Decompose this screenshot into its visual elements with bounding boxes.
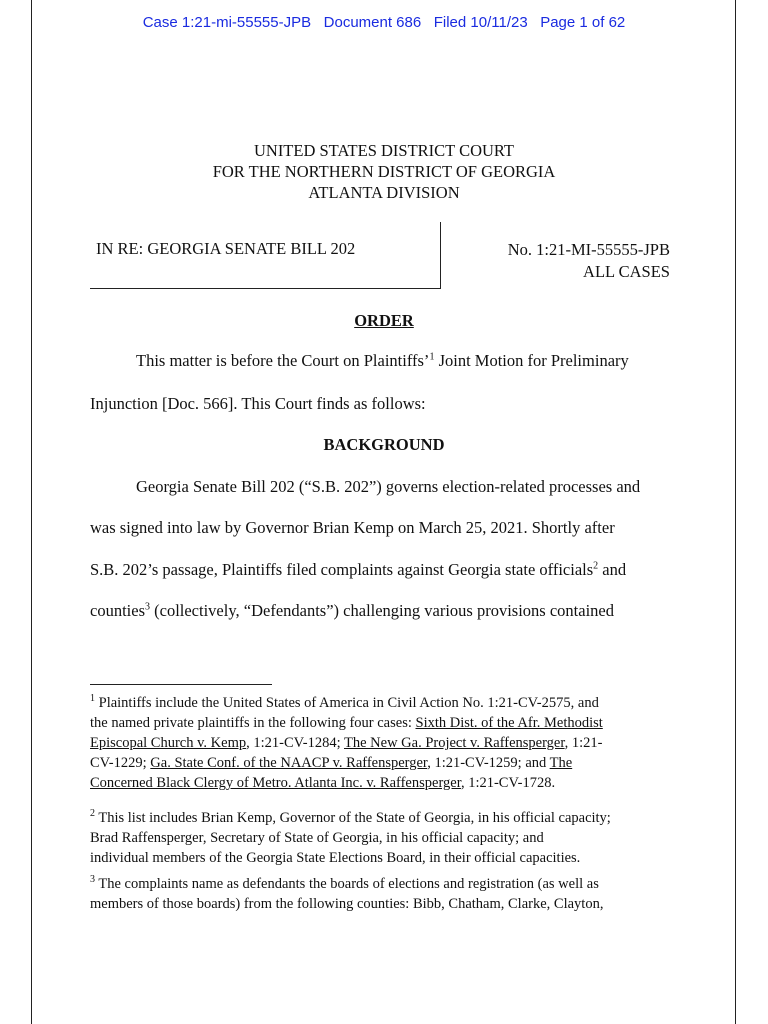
- caption-all-cases: ALL CASES: [583, 262, 670, 281]
- body-line: [90, 560, 626, 580]
- footnote-line: individual members of the Georgia State Elections Board, in their official capacities.: [90, 850, 581, 866]
- footnote-separator: [90, 684, 272, 685]
- caption-case-info: [508, 239, 670, 283]
- body-line: was signed into law by Governor Brian Kemp on March 25, 2021. Shortly after: [90, 518, 615, 537]
- text-span: , 1:21-CV-1284;: [246, 735, 344, 751]
- footnote-1: [90, 693, 680, 793]
- ecf-header: [0, 14, 768, 31]
- text-span: Plaintiffs include the United States of America in Civil Action No. 1:21-CV-2575, and: [95, 695, 599, 711]
- court-line-3: ATLANTA DIVISION: [308, 183, 460, 202]
- court-title: [0, 140, 768, 203]
- footnote-ref-1: 1: [429, 351, 435, 363]
- background-heading: BACKGROUND: [323, 435, 445, 454]
- footnote-line: [90, 874, 680, 894]
- footnote-line: [90, 808, 680, 828]
- footnote-line: [90, 753, 680, 773]
- footnote-line: [90, 773, 680, 793]
- text-span: This matter is before the Court on Plaintiffs’: [136, 351, 430, 370]
- caption-in-re: IN RE: GEORGIA SENATE BILL 202: [96, 239, 356, 258]
- case-citation-link: The: [549, 755, 573, 771]
- court-line-1: UNITED STATES DISTRICT COURT: [253, 141, 514, 160]
- text-span: Joint Motion for Preliminary: [434, 351, 629, 370]
- text-span: The complaints name as defendants the boards of elections and registration (as well as: [95, 876, 599, 892]
- footnote-line: Brad Raffensperger, Secretary of State of Georgia, in his official capacity; and: [90, 830, 544, 846]
- body-line: [90, 601, 614, 621]
- court-line-2: FOR THE NORTHERN DISTRICT OF GEORGIA: [212, 162, 556, 181]
- body-line: Georgia Senate Bill 202 (“S.B. 202”) governs election-related processes and: [136, 477, 641, 496]
- case-number: Case 1:21-mi-55555-JPB: [142, 14, 312, 31]
- filed-date: Filed 10/11/23: [433, 14, 528, 31]
- case-citation-link: Sixth Dist. of the Afr. Methodist: [415, 715, 603, 731]
- text-span: This list includes Brian Kemp, Governor of the State of Georgia, in his official capacity;: [95, 810, 611, 826]
- text-span: S.B. 202’s passage, Plaintiffs filed complaints against Georgia state officials: [90, 560, 594, 579]
- footnote-mark: 2: [90, 808, 95, 820]
- text-span: CV-1229;: [90, 755, 151, 771]
- body-line: [136, 351, 629, 371]
- caption-case-number: No. 1:21-MI-55555-JPB: [507, 240, 670, 259]
- text-span: (collectively, “Defendants”) challenging various provisions contained: [150, 601, 614, 620]
- footnote-mark: 1: [90, 693, 95, 705]
- footnote-2: [90, 808, 680, 868]
- case-citation-link: Concerned Black Clergy of Metro. Atlanta Inc. v. Raffensperger: [90, 775, 461, 791]
- text-span: counties: [90, 601, 145, 620]
- case-citation-link: The New Ga. Project v. Raffensperger: [344, 735, 565, 751]
- caption-horizontal-rule: [90, 288, 441, 289]
- caption-vertical-rule: [440, 222, 441, 289]
- footnote-line: [90, 693, 680, 713]
- text-span: and: [598, 560, 627, 579]
- footnote-mark: 3: [90, 874, 95, 886]
- footnote-line: [90, 733, 680, 753]
- text-span: , 1:21-CV-1728.: [460, 775, 556, 791]
- case-citation-link: Ga. State Conf. of the NAACP v. Raffensperger: [150, 755, 428, 771]
- document-number: Document 686: [323, 14, 422, 31]
- footnote-line: [90, 713, 680, 733]
- order-heading: ORDER: [354, 311, 414, 330]
- footnote-line: members of those boards) from the following counties: Bibb, Chatham, Clarke, Clayton,: [90, 896, 604, 912]
- case-citation-link: Episcopal Church v. Kemp: [90, 735, 247, 751]
- footnote-ref-2: 2: [593, 560, 599, 572]
- text-span: , 1:21-: [564, 735, 603, 751]
- text-span: , 1:21-CV-1259; and: [427, 755, 550, 771]
- text-span: the named private plaintiffs in the following four cases:: [90, 715, 416, 731]
- footnote-3: [90, 874, 680, 914]
- page-indicator: Page 1 of 62: [540, 14, 626, 31]
- body-line: Injunction [Doc. 566]. This Court finds as follows:: [90, 394, 426, 413]
- footnote-ref-3: 3: [145, 601, 150, 613]
